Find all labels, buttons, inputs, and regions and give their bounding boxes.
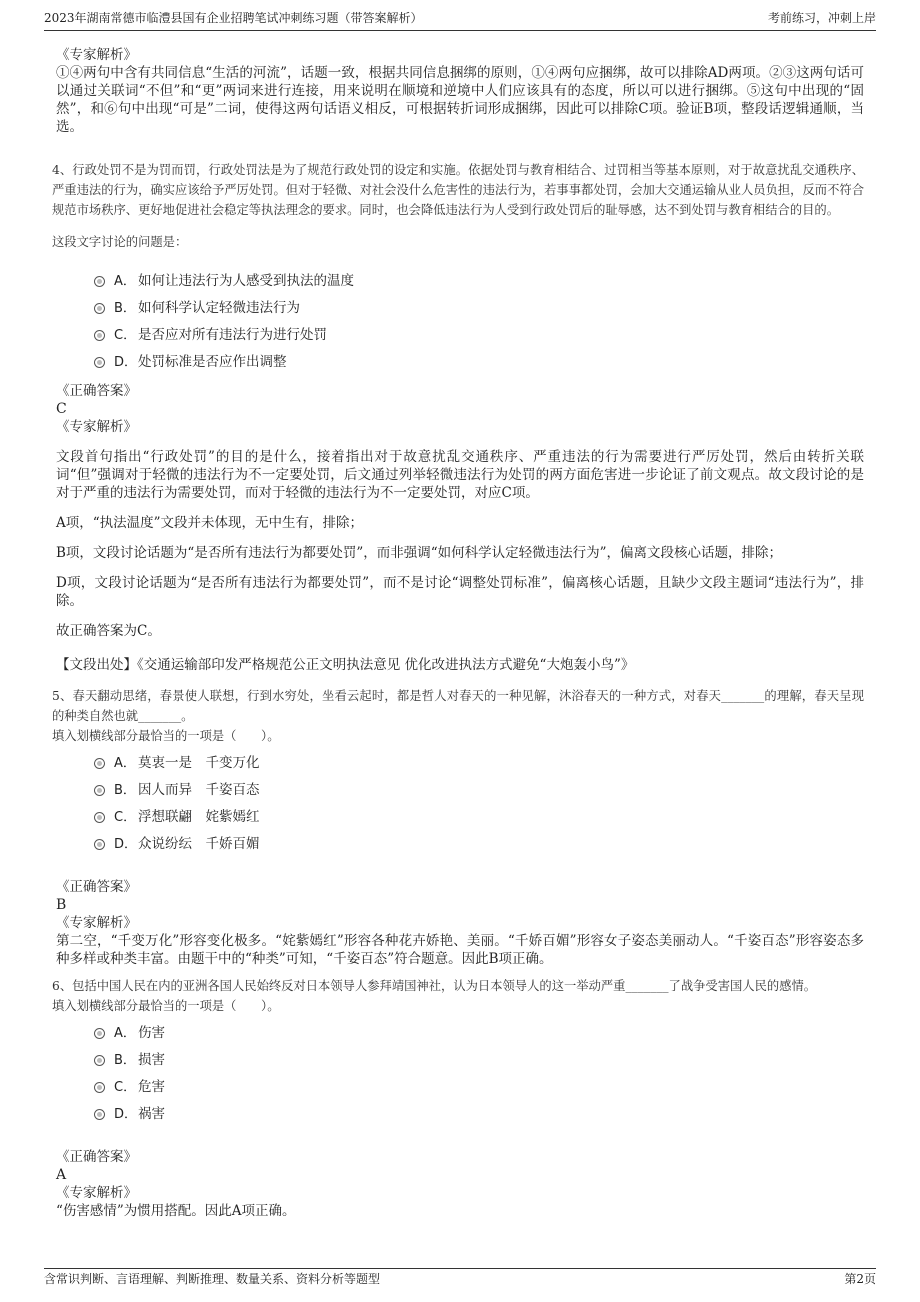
q6-option-b[interactable]: B． 损害 (56, 1047, 864, 1074)
page-content (52, 46, 864, 1220)
q4-source: 【文段出处】《交通运输部印发严格规范公正文明执法意见 优化改进执法方式避免“大炮轰小鸟”》 (56, 657, 635, 673)
q4-option-d[interactable]: D．处罚标准是否应作出调整 (56, 349, 864, 376)
q6-correct-answer-label: 《正确答案》 (56, 1149, 137, 1165)
radio-icon[interactable] (94, 758, 105, 769)
q6-option-d[interactable]: D．祸害 (56, 1101, 864, 1128)
q4-stem: 4、行政处罚不是为罚而罚，行政处罚法是为了规范行政处罚的设定和实施。依据处罚与教育相结合、过罚相当等基本原则，对于故意扰乱交通秩序、严重违法的行为，确实应该给予严厉处罚。但对于轻微、对社会没什么危害性的违法行为，若事事都处罚，会加大交通运输从业人员负担，反而不符合规范市场秩序、更好地促进社会稳定等执法理念的要求。同时，也会降低违法行为人受到行政处罚后的耻辱感，达不到处罚与教育相结合的目的。 (52, 163, 864, 217)
q4-prompt: 这段文字讨论的问题是： (52, 235, 188, 249)
q5-option-c[interactable]: C． 浮想联翩 姹紫嫣红 (56, 804, 864, 831)
radio-icon[interactable] (94, 276, 105, 287)
radio-icon[interactable] (94, 812, 105, 823)
q4-option-a[interactable]: A． 如何让违法行为人感受到执法的温度 (56, 268, 864, 295)
page-header (44, 8, 876, 31)
q4-option-c[interactable]: C． 是否应对所有违法行为进行处罚 (56, 322, 864, 349)
q5-answer: B (56, 897, 67, 913)
q6-answer: A (56, 1167, 67, 1183)
q5-option-a[interactable]: A． 莫衷一是 千变万化 (56, 750, 864, 777)
q6-prompt: 填入划横线部分最恰当的一项是（ ）。 (52, 999, 280, 1013)
q4-correct-answer-label: 《正确答案》 (56, 383, 137, 399)
q5-prompt: 填入划横线部分最恰当的一项是（ ）。 (52, 729, 280, 743)
footer-topics: 含常识判断、言语理解、判断推理、数量关系、资料分析等题型 (44, 1272, 381, 1286)
header-slogan: 考前练习，冲刺上岸 (767, 11, 876, 25)
radio-icon[interactable] (94, 1082, 105, 1093)
q4-analysis-b: B项，文段讨论话题为“是否所有违法行为都要处罚”，而非强调“如何科学认定轻微违法行为”，偏离文段核心话题，排除； (56, 545, 783, 561)
q6-analysis: “伤害感情”为惯用搭配。因此A项正确。 (56, 1203, 296, 1219)
q4-analysis: 文段首句指出“行政处罚”的目的是什么，接着指出对于故意扰乱交通秩序、严重违法的行为需要进行严厉处罚，然后由转折关联词“但”强调对于轻微的违法行为不一定要处罚，后文通过列举轻微违法行为处罚的两方面危害进一步论证了前文观点。故文段讨论的是对于严重的违法行为需要处罚，而对于轻微的违法行为不一定要处罚，对应C项。 (56, 449, 864, 501)
radio-icon[interactable] (94, 1028, 105, 1039)
q6-option-a[interactable]: A． 伤害 (56, 1020, 864, 1047)
q4-analysis-a: A项，“执法温度”文段并未体现，无中生有，排除； (56, 515, 364, 531)
q3-expert-analysis-label: 《专家解析》 (56, 47, 137, 63)
q5-options (56, 750, 864, 858)
radio-icon[interactable] (94, 330, 105, 341)
q4-option-b[interactable]: B． 如何科学认定轻微违法行为 (56, 295, 864, 322)
page-number: 第2页 (844, 1272, 876, 1286)
q6-expert-analysis-label: 《专家解析》 (56, 1185, 137, 1201)
q5-analysis: 第二空，“千变万化”形容变化极多。“姹紫嫣红”形容各种花卉娇艳、美丽。“千娇百媚”形容女子姿态美丽动人。“千姿百态”形容姿态多种多样或种类丰富。由题干中的“种类”可知，“千姿百态”符合题意。因此B项正确。 (56, 933, 864, 967)
page-footer (44, 1268, 876, 1289)
q6-stem: 6、包括中国人民在内的亚洲各国人民始终反对日本领导人参拜靖国神社，认为日本领导人的这一举动严重_______了战争受害国人民的感情。 (52, 979, 817, 993)
q5-option-b[interactable]: B． 因人而异 千姿百态 (56, 777, 864, 804)
radio-icon[interactable] (94, 785, 105, 796)
q5-expert-analysis-label: 《专家解析》 (56, 915, 137, 931)
q4-expert-analysis-label: 《专家解析》 (56, 419, 137, 435)
q4-analysis-d: D项，文段讨论话题为“是否所有违法行为都要处罚”，而不是讨论“调整处罚标准”，偏离核心话题，且缺少文段主题词“违法行为”，排除。 (56, 575, 864, 609)
q6-option-c[interactable]: C． 危害 (56, 1074, 864, 1101)
q6-options (56, 1020, 864, 1128)
radio-icon[interactable] (94, 357, 105, 368)
radio-icon[interactable] (94, 1109, 105, 1120)
radio-icon[interactable] (94, 303, 105, 314)
q4-options (56, 268, 864, 376)
q4-conclusion: 故正确答案为C。 (56, 623, 161, 639)
q4-answer: C (56, 401, 67, 417)
q3-analysis: ①④两句中含有共同信息“生活的河流”，话题一致，根据共同信息捆绑的原则，①④两句应捆绑，故可以排除AD两项。②③这两句话可以通过关联词“不但”和“更”两词来进行连接，用来说明在顺境和逆境中人们应该具有的态度，所以可以进行捆绑。⑤这句中出现的“固然”，和⑥句中出现“可是”二词，使得这两句话语义相反，可根据转折词形成捆绑，因此可以排除C项。验证B项，整段话逻辑通顺，当选。 (56, 65, 864, 135)
document-title: 2023年湖南常德市临澧县国有企业招聘笔试冲刺练习题（带答案解析） (44, 11, 423, 25)
q5-stem: 5、春天翻动思绪，春景使人联想，行到水穷处，坐看云起时，都是哲人对春天的一种见解，沐浴春天的一种方式，对春天_______的理解，春天呈现的种类自然也就_______。 (52, 689, 864, 723)
radio-icon[interactable] (94, 1055, 105, 1066)
q5-option-d[interactable]: D．众说纷纭 千娇百媚 (56, 831, 864, 858)
radio-icon[interactable] (94, 839, 105, 850)
q5-correct-answer-label: 《正确答案》 (56, 879, 137, 895)
